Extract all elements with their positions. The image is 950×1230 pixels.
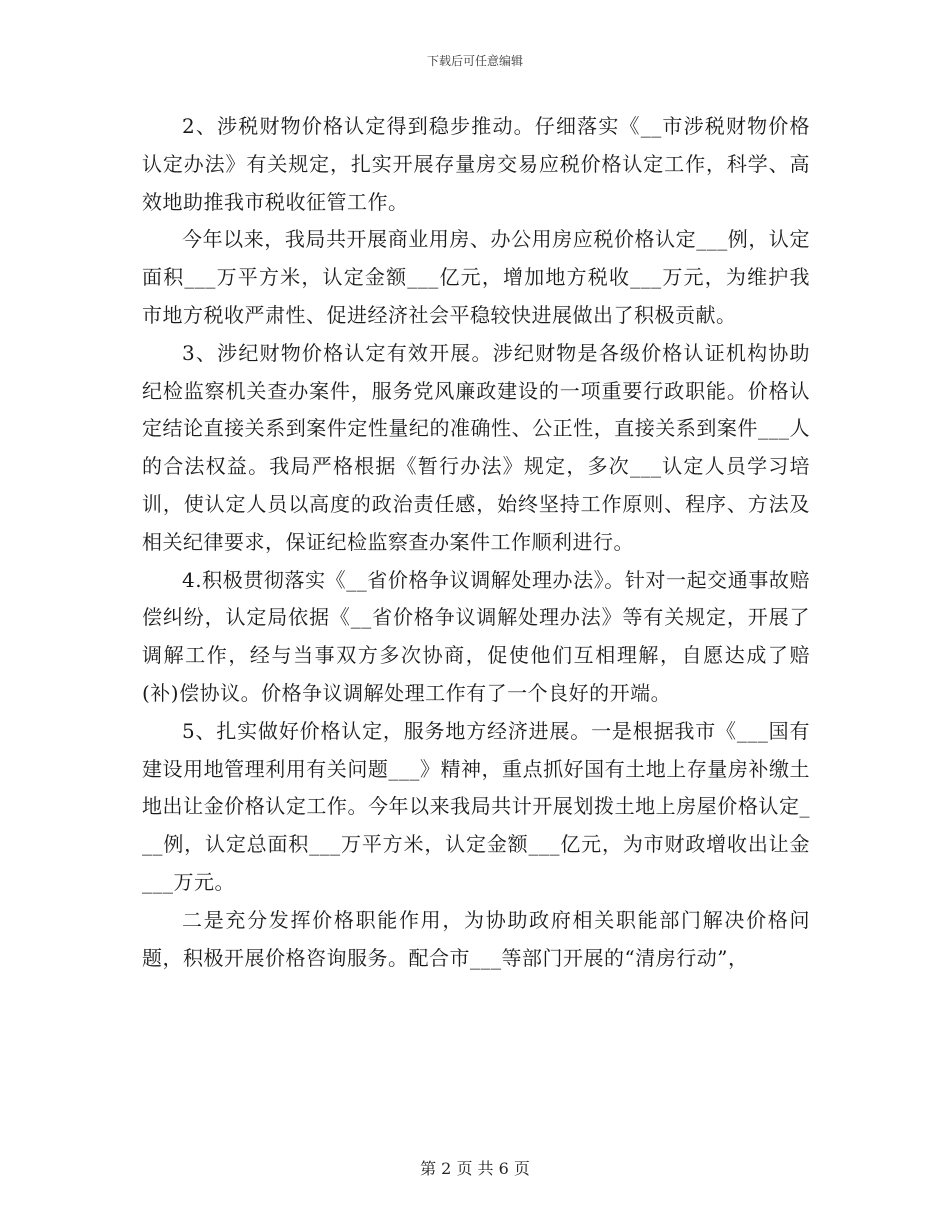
paragraph-price-dispute-mediation: 4.积极贯彻落实《__省价格争议调解处理办法》。针对一起交通事故赔偿纠纷，认定局依据《__省价格争议调解处理办法》等有关规定，开展了调解工作，经与当事双方多次协商，促使他们互相理解，自愿达成了赔(补)偿协议。价格争议调解处理工作有了一个良好的开端。 bbox=[142, 567, 810, 705]
paragraph-local-economy-service: 5、扎实做好价格认定，服务地方经济进展。一是根据我市《___国有建设用地管理利用有关问题___》精神，重点抓好国有土地上存量房补缴土地出让金价格认定工作。今年以来我局共计开展划拨土地上房屋价格认定___例，认定总面积___万平方米，认定金额___亿元，为市财政增收出让金___万元。 bbox=[142, 718, 810, 894]
paragraph-price-consulting: 二是充分发挥价格职能作用，为协助政府相关职能部门解决价格问题，积极开展价格咨询服务。配合市___等部门开展的“清房行动”， bbox=[142, 907, 810, 970]
document-body bbox=[142, 108, 810, 977]
page-header: 下载后可任意编辑 bbox=[426, 54, 523, 68]
paragraph-tax-property-valuation: 2、涉税财物价格认定得到稳步推动。仔细落实《__市涉税财物价格认定办法》有关规定，扎实开展存量房交易应税价格认定工作，科学、高效地助推我市税收征管工作。 bbox=[142, 114, 810, 214]
paragraph-tax-valuation-results: 今年以来，我局共开展商业用房、办公用房应税价格认定___例，认定面积___万平方米，认定金额___亿元，增加地方税收___万元，为维护我市地方税收严肃性、促进经济社会平稳较快进展做出了积极贡献。 bbox=[142, 227, 810, 327]
page-number: 第 2 页 共 6 页 bbox=[420, 1159, 530, 1178]
paragraph-discipline-property-valuation: 3、涉纪财物价格认定有效开展。涉纪财物是各级价格认证机构协助纪检监察机关查办案件，服务党风廉政建设的一项重要行政职能。价格认定结论直接关系到案件定性量纪的准确性、公正性，直接关系到案件___人的合法权益。我局严格根据《暂行办法》规定，多次___认定人员学习培训，使认定人员以高度的政治责任感，始终坚持工作原则、程序、方法及相关纪律要求，保证纪检监察查办案件工作顺利进行。 bbox=[142, 340, 810, 554]
